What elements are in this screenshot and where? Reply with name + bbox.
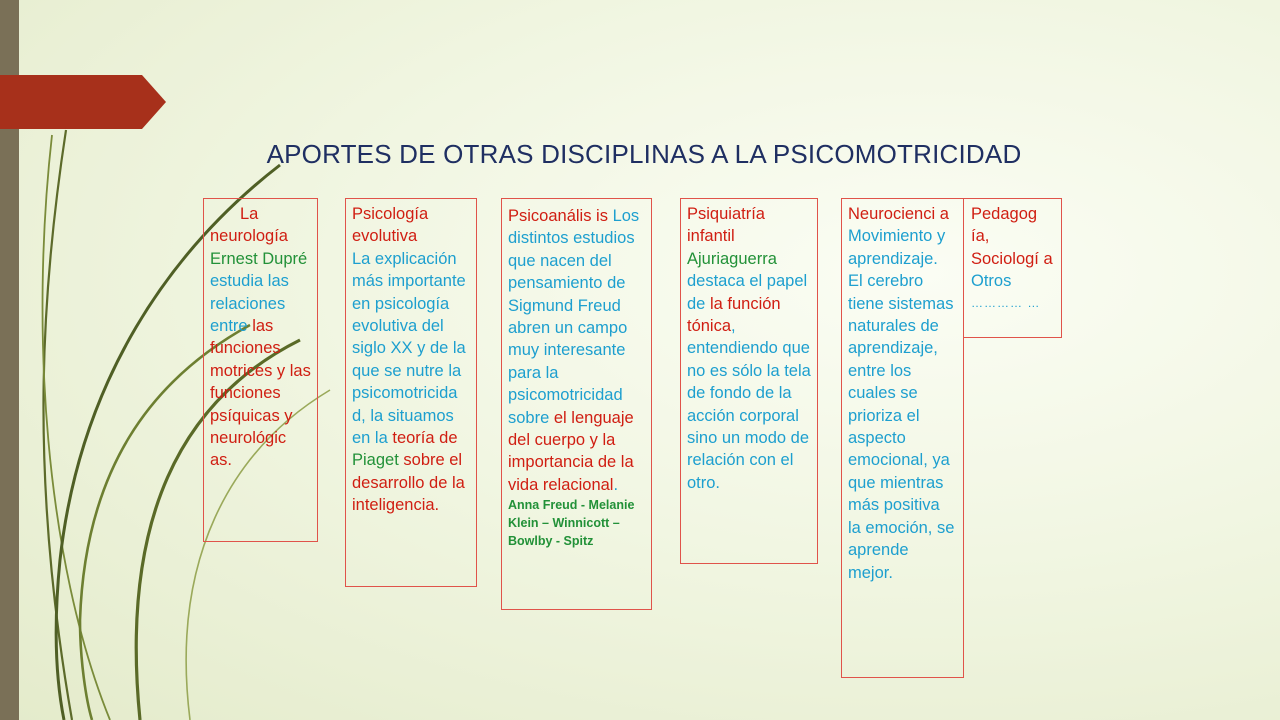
card-psiquiatria-heading: Psiquiatría infantil xyxy=(687,205,765,246)
card-psicoanalisis-text1: Los distintos estudios que nacen del pensamiento de Sigmund Freud abren un campo muy interesante para la psicomotricidad sobre xyxy=(508,207,640,427)
card-neurologia-text1: estudia las relaciones entre xyxy=(210,272,289,336)
card-neurologia-text2: las funciones motrices y las funciones psíquicas y neurológic as. xyxy=(210,317,311,470)
card-neurociencia-heading: Neurocienci a xyxy=(848,205,949,223)
card-psicoanalisis-text2: el lenguaje del cuerpo y la importancia de la vida relacional xyxy=(508,408,634,494)
card-psicologia-text3: sobre el desarrollo de la inteligencia. xyxy=(352,451,465,515)
card-psicologia-heading: Psicología evolutiva xyxy=(352,205,429,246)
card-pedagogia-heading: Pedagog ía, Sociologí a xyxy=(971,205,1053,268)
card-psicoanalisis-heading: Psicoanális is xyxy=(508,207,608,225)
card-psiquiatria xyxy=(680,198,818,564)
card-psicoanalisis xyxy=(501,198,652,610)
card-psiquiatria-author: Ajuriaguerra xyxy=(687,249,777,268)
card-neurologia-heading: La neurología xyxy=(210,205,288,246)
card-psiquiatria-text1: destaca el papel de xyxy=(687,272,808,313)
card-neurologia-author: Ernest Dupré xyxy=(210,249,308,268)
card-pedagogia-text1: Otros xyxy=(971,272,1012,291)
card-neurociencia xyxy=(841,198,964,678)
card-psicologia-text2: teoría de xyxy=(392,429,458,448)
title-accent-tab xyxy=(0,75,166,129)
card-psicologia-text1: La explicación más importante en psicología evolutiva del siglo XX y de la que se nutre la psicomotricida d, la situamos en la xyxy=(352,249,466,448)
card-neurociencia-text1: Movimiento y aprendizaje. El cerebro tiene sistemas naturales de aprendizaje, entre los cuales se prioriza el aspecto emocional, ya que mientras más positiva la emoción, se aprende mejor. xyxy=(848,227,955,582)
card-psicoanalisis-authors: Anna Freud - Melanie Klein – Winnicott – Bowlby - Spitz xyxy=(508,498,635,549)
card-psicoanalisis-punct: . xyxy=(613,475,619,494)
slide-title: APORTES DE OTRAS DISCIPLINAS A LA PSICOMOTRICIDAD xyxy=(266,139,1022,169)
card-psiquiatria-text2: la función tónica xyxy=(687,294,781,336)
card-psiquiatria-text3: , entendiendo que no es sólo la tela de fondo de la acción corporal sino un modo de relación con el otro. xyxy=(687,317,811,492)
card-pedagogia-ellipsis: ………… … xyxy=(971,295,1041,310)
card-neurologia xyxy=(203,198,318,542)
card-pedagogia xyxy=(963,198,1062,338)
card-psicologia-author: Piaget xyxy=(352,451,399,470)
card-psicologia xyxy=(345,198,477,587)
